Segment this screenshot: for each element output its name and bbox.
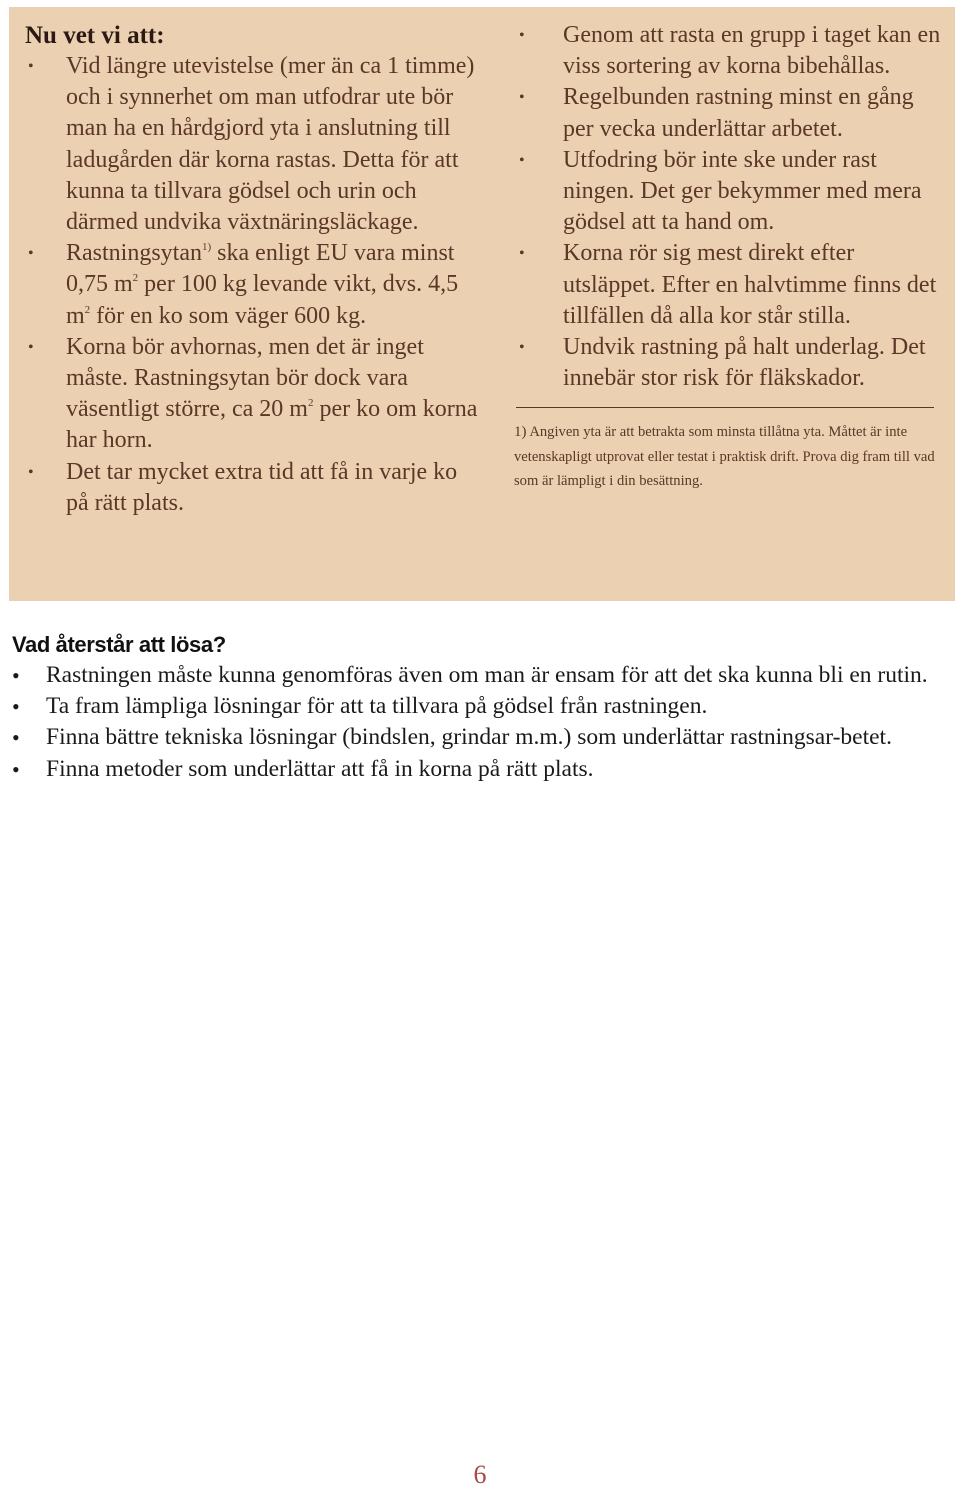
page-number: 6 — [473, 1460, 487, 1489]
bullet-icon: • — [28, 338, 34, 356]
list-item: • Korna bör avhornas, men det är inget måste. Rastningsytan bör dock vara väsentligt större, ca 20 $m^2$ per ko om korna har horn. — [28, 333, 478, 454]
list-item: • Ta fram lämpliga lösningar för att ta tillvara på gödsel från rastningen. — [12, 691, 957, 722]
facts-box — [9, 7, 955, 601]
footnote-mark: 1) — [514, 424, 527, 441]
facts-right-list — [514, 20, 949, 394]
remaining-issues-section — [12, 630, 957, 785]
list-item: • Finna bättre tekniska lösningar (bindslen, grindar m.m.) som underlättar rastningsar-betet. — [12, 722, 957, 753]
bullet-icon: • — [28, 58, 34, 75]
list-item: • Korna rör sig mest direkt efter utsläppet. Efter en halvtimme finns det tillfällen då alla kor står stilla. — [519, 240, 937, 329]
bullet-icon: • — [28, 463, 34, 481]
superscript: 2 — [132, 272, 139, 285]
bullet-icon: • — [519, 89, 525, 107]
remaining-issues-list — [12, 660, 957, 785]
bullet-icon: • — [519, 245, 525, 263]
list-item: • Vid längre utevistelse (mer än ca 1 timme) och i synnerhet om man utfodrar ute bör man ha en hårdgjord yta i anslutning till ladugården där korna rastas. Detta för att kunna ta tillvara gödsel och urin och därmed undvika växtnäringsläckage. — [28, 53, 475, 236]
facts-left-list — [25, 51, 485, 519]
section-heading: Vad återstår att lösa? — [12, 632, 226, 657]
bullet-icon: • — [12, 694, 20, 720]
bullet-icon: • — [28, 245, 34, 263]
facts-left-column — [25, 20, 485, 519]
facts-right-column — [514, 20, 949, 494]
list-item: • Det tar mycket extra tid att få in varje ko på rätt plats. — [28, 458, 458, 516]
superscript: 2 — [84, 303, 91, 316]
footnote — [514, 420, 944, 493]
list-item: • Regelbunden rastning minst en gång per vecka underlättar arbetet. — [519, 84, 914, 142]
bullet-icon: • — [519, 151, 525, 169]
list-item: • Utfodring bör inte ske under rast ningen. Det ger bekymmer med mera gödsel att ta hand om. — [519, 146, 922, 236]
superscript: 2 — [307, 397, 314, 410]
list-item: • Rastningen måste kunna genomföras även om man är ensam för att det ska kunna bli en rutin. — [12, 660, 957, 691]
list-item: • Finna metoder som underlättar att få in korna på rätt plats. — [12, 754, 957, 785]
list-item: • Genom att rasta en grupp i taget kan en viss sortering av korna bibehållas. — [519, 22, 941, 80]
bullet-icon: • — [12, 756, 20, 782]
footnote-ref: 1) — [202, 241, 212, 254]
bullet-icon: • — [12, 725, 20, 751]
list-item: • Rastningsytan$^{1)}$ ska enligt EU vara minst 0,75 $m^2$ per 100 kg levande vikt, dvs. 4,5 $m^2$ för en ko som väger 600 kg. — [28, 240, 459, 329]
footnote-text: Angiven yta är att betrakta som minsta tillåtna yta. Måttet är inte vetenskapligt utprovat eller testat i praktisk drift. Prova dig fram till vad som är lämpligt i din besättning. — [514, 424, 935, 490]
list-item: • Undvik rastning på halt underlag. Det innebär stor risk för fläkskador. — [519, 334, 926, 392]
facts-heading: Nu vet vi att: — [25, 22, 165, 49]
bullet-icon: • — [519, 339, 525, 357]
footnote-divider — [516, 407, 934, 408]
bullet-icon: • — [519, 27, 525, 44]
bullet-icon: • — [12, 663, 20, 688]
